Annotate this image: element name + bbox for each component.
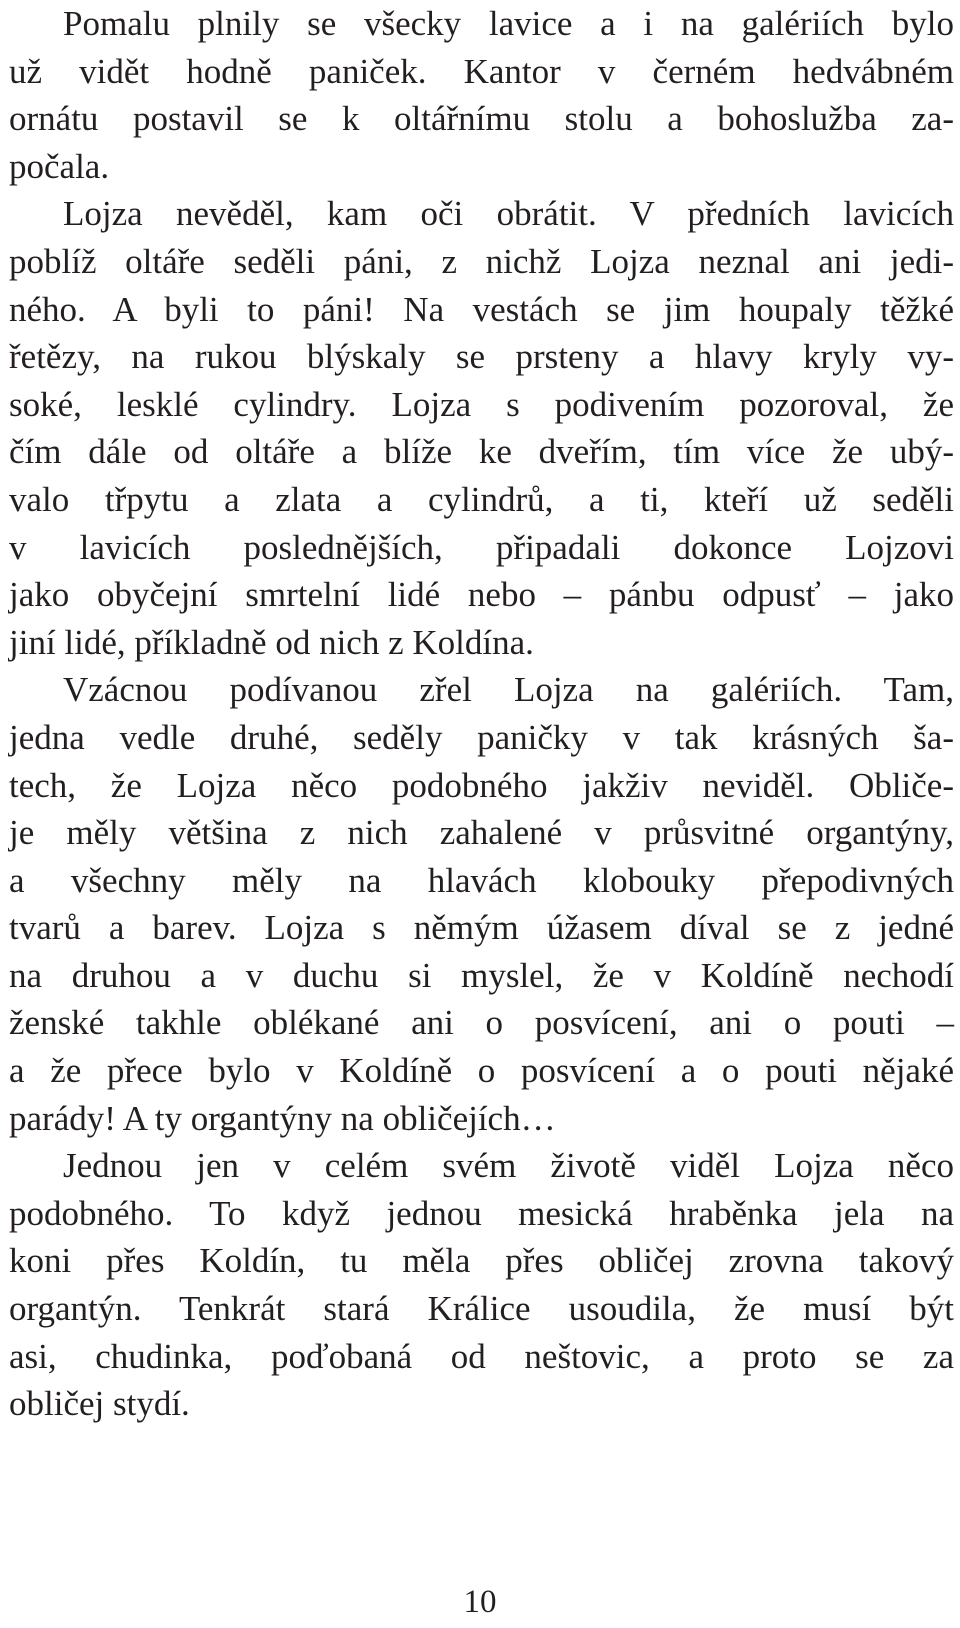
text-line: tech, že Lojza něco podobného jakživ neviděl. Obliče- (9, 765, 954, 805)
text-line: je měly většina z nich zahalené v průsvitné organtýny, (9, 813, 954, 853)
page-number: 10 (463, 1584, 497, 1620)
text-line: počala. (9, 146, 110, 186)
text-line: jiní lidé, příkladně od nich z Koldína. (9, 622, 534, 662)
text-line: ženské takhle oblékané ani o posvícení, ani o pouti – (9, 1003, 954, 1043)
paragraph-2 (9, 190, 954, 666)
text-line: řetězy, na rukou blýskaly se prsteny a hlavy kryly vy- (9, 337, 954, 377)
text-line: valo třpytu a zlata a cylindrů, a ti, kteří už seděli (9, 479, 954, 519)
text-line: jedna vedle druhé, seděly paničky v tak krásných ša- (9, 717, 954, 757)
text-line: na druhou a v duchu si myslel, že v Koldíně nechodí (9, 955, 954, 995)
text-line: v lavicích poslednějších, připadali dokonce Lojzovi (9, 527, 954, 567)
text-line: parády! A ty organtýny na obličejích… (9, 1098, 556, 1138)
text-line: a že přece bylo v Koldíně o posvícení a o pouti nějaké (9, 1051, 954, 1091)
text-line: poblíž oltáře seděli páni, z nichž Lojza neznal ani jedi- (9, 241, 954, 281)
text-line: už vidět hodně paniček. Kantor v černém hedvábném (9, 51, 954, 91)
text-line: Pomalu plnily se všecky lavice a i na galériích bylo (63, 4, 954, 43)
text-line: čím dále od oltáře a blíže ke dveřím, tím více že ubý- (9, 432, 954, 472)
text-line: a všechny měly na hlavách klobouky přepodivných (9, 860, 954, 900)
text-line: Vzácnou podívanou zřel Lojza na galériích. Tam, (63, 670, 954, 710)
text-line: Jednou jen v celém svém životě viděl Lojza něco (63, 1146, 954, 1186)
text-line: jako obyčejní smrtelní lidé nebo – pánbu odpusť – jako (9, 575, 954, 615)
paragraph-1 (9, 0, 954, 190)
paragraph-3 (9, 666, 954, 1142)
text-line: soké, lesklé cylindry. Lojza s podivením pozoroval, že (9, 384, 954, 424)
text-line: koni přes Koldín, tu měla přes obličej zrovna takový (9, 1241, 954, 1281)
paragraph-4 (9, 1142, 954, 1428)
text-line: tvarů a barev. Lojza s němým úžasem díval se z jedné (9, 908, 954, 948)
text-line: obličej stydí. (9, 1384, 190, 1424)
body-text (9, 0, 954, 1428)
text-line: Lojza nevěděl, kam oči obrátit. V předních lavicích (63, 194, 954, 234)
text-line: ného. A byli to páni! Na vestách se jim houpaly těžké (9, 289, 954, 329)
text-line: podobného. To když jednou mesická hraběnka jela na (9, 1193, 954, 1233)
text-line: ornátu postavil se k oltářnímu stolu a bohoslužba za- (9, 99, 954, 139)
text-line: asi, chudinka, poďobaná od neštovic, a proto se za (9, 1336, 954, 1376)
text-line: organtýn. Tenkrát stará Králice usoudila, že musí být (9, 1289, 954, 1329)
